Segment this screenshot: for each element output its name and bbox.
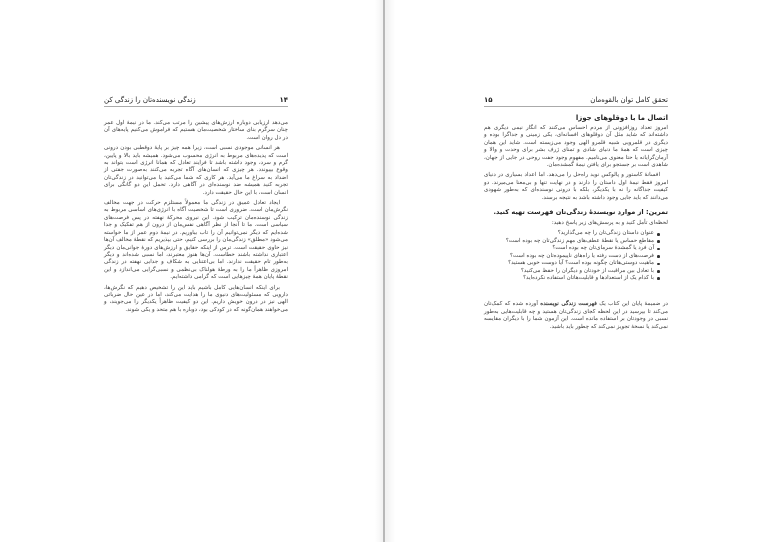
bullet-icon — [657, 233, 660, 236]
exercise-title: تمرین: از موارد نویسندهٔ زندگی‌تان فهرست تهیه کنید. — [493, 208, 668, 217]
right-page-header — [484, 94, 668, 107]
bullet-icon — [657, 248, 660, 251]
exercise-item — [484, 275, 660, 282]
right-running-title: تحقق کامل توان بالقوه‌مان — [590, 96, 668, 104]
left-paragraph-2: هر انسانی موجودی نسبی است، زیرا همه چیز بر پایهٔ دوقطبی بودن درونی است که پدیده‌های مربوط به انرژی محسوب می‌شود. همیشه باید بالا و پایین، گرم و سرد، وجود داشته باشد تا فرایند تعادل که همانا انرژی است بتواند به وقوع بپیوندد. هر چیزی که انسان‌های آگاه تجربه می‌کنند به‌صورت جفتی از اضداد به سراغ ما می‌آید. هر کاری که شما می‌کنید یا می‌توانید در زندگی‌تان تجربه کنید همیشه ضد نوسنده‌ای در آگاهی دارد. تحمل این دو گانگی برای انسان است، با این حال حقیقت دارد. — [104, 145, 288, 196]
exercise-item — [484, 268, 660, 275]
left-page — [0, 0, 382, 542]
left-page-number: ۱۴ — [279, 96, 288, 104]
exercise-item — [484, 230, 660, 237]
bullet-icon — [657, 263, 660, 266]
right-paragraph-1: امروز تعداد روزافزونی از مردم احساس می‌کنند که انگار نیمی دیگری هم داشته‌اند که شاید مثل آن دوقلوهای افسانه‌ای، یکی زمینی و جداگرا بوده و دیگری در قلمرویی شبیه قلمرو الهی وجود می‌زیسته است. شاید این همان چیزی است که همهٔ ما دنیای شادی و تمنای ژرف بشر برای وحدت و والا و آرمان‌گرایانه یا حتا معنوی می‌نامیم. مفهوم وجود جفت روحی در جایی از جهان، شاهدی است بر جستجو برای یافتن نیمهٔ گمشده‌مان. — [484, 125, 668, 169]
right-paragraph-2: افسانهٔ کاستور و پالوکس نوید راه‌حل را می‌دهد. اما اعداد بسیاری در دنیای امروز فقط نیمهٔ اول داستان را دارند و در نهایت تنها و بی‌معنا می‌میرند. دو کیفیت جداگانه را نه با یکدیگر، بلکه با درونی نوسنده‌ای که به‌طور شهودی می‌دانند که باید جایی وجود داشته باشد به نتیجه برسند. — [484, 172, 668, 201]
exercise-item-text: مقاطع حساس یا نقطهٔ عطف‌های مهم زندگی‌تان چه بوده است؟ — [505, 237, 654, 244]
exercise-item-text: عنوان داستان زندگی‌تان را چه می‌گذارید؟ — [557, 230, 654, 237]
left-page-body — [104, 120, 288, 317]
exercise-item-text: با کدام یک از استعدادها و قابلیت‌هاتان استفاده نکرده‌اید؟ — [523, 274, 654, 281]
exercise-item — [484, 245, 660, 252]
book-gutter — [383, 0, 385, 542]
closing-paragraph: در ضمیمهٔ پایان این کتاب یک فهرست زندگی نویسنده آورده شده که کمک‌تان می‌کند تا بپرسید در این لحظه کجای زندگی‌تان هستید و چه قابلیت‌هایی به‌طور نسبی در وجودتان بر استفاده مانده است. این آزمون شما را با دیگران مقایسه نمی‌کند یا نسخهٔ تجویز نمی‌کند که چطور باید باشید. — [484, 301, 669, 330]
exercise-item — [484, 253, 660, 260]
exercise-item-text: با تعادل بین مراقبت از خودتان و دیگران را حفظ می‌کنید؟ — [520, 267, 654, 274]
right-page-body — [484, 114, 668, 334]
exercise-intro: لحظه‌ای تأمل کنید و به پرسش‌های زیر پاسخ دهید: — [551, 220, 668, 227]
left-paragraph-3: ایجاد تعادل عمیق در زندگی ما معمولاً مستلزم حرکت در جهت مخالف نگرش‌مان است. ضروری است تا شخصیت آگاه با انرژی‌های اساسی مربوط به زندگی نوسنده‌مان ترکیب شود. این نیروی محرکهٔ نهفته در پس فرصت‌های سیاسی است. ما تا آنجا از نظر آگاهی نفس‌مان از درون از هم تفکیک و جدا شده‌ایم که دیگر نمی‌توانیم آن را تاب بیاوریم. در نیمهٔ دوم عمر از ما خواسته می‌شود «مطلق» زندگی‌مان را بررسی کنیم، حتی بپذیریم که نقطهٔ مخالف آن‌ها نیز حاوی حقیقت است. ترس از اینکه حقایق و ارزش‌های دورهٔ جوانی‌مان دیگر اعتباری نداشته باشند خطاست. آن‌ها هنوز معتبرند، اما نسبی شده‌اند و دیگر به‌طور تام حقیقت ندارند. اما بی‌اعتنایی به شکاف و جدایی نهفته در زندگی امروزی ظاهراً ما را به ورطهٔ هولناک بی‌نظمی و نسبی‌گرایی می‌اندازد و این نقطهٔ پایان همهٔ چیزهایی است که گرامی داشته‌ایم. — [104, 200, 288, 281]
bullet-icon — [657, 277, 660, 280]
right-page-number: ۱۵ — [484, 96, 493, 104]
exercise-item — [484, 260, 660, 267]
left-paragraph-1: می‌دهد ارزیابی دوباره ارزش‌های پیشین را مرتب می‌کند. ما در نیمهٔ اول عمر چنان سرگرم بنای ساختار شخصیت‌مان هستیم که فراموش می‌کنیم پایه‌های آن در دل روان است. — [104, 120, 288, 141]
exercise-item-text: فرصت‌های از دست رفته یا راه‌های ناپیموده‌تان چه بوده است؟ — [510, 252, 654, 259]
exercise-list — [484, 230, 668, 282]
left-paragraph-4: برای اینکه انسان‌هایی کامل باشیم باید این را تشخیص دهیم که نگرش‌ها، دارویی که مسئولیت‌های دنیوی ما را هدایت می‌کند، اما در عین حال ضرباتی الهی نیز در درون خویش داریم. این دو کیفیت ظاهراً یکدیگر را می‌جویند، و می‌خواهند همان‌گونه که در کودکی بود، دوباره با هم متحد و یکی شوند. — [104, 284, 288, 313]
closing-emphasis: فهرست زندگی نویسنده — [540, 301, 597, 308]
bullet-icon — [657, 270, 660, 273]
left-running-title: زندگی نویسنده‌تان را زندگی کن — [104, 96, 196, 104]
bullet-icon — [657, 240, 660, 243]
section-heading: اتصال ما با دوقلوهای جوزا — [575, 114, 668, 122]
section-gap — [484, 285, 668, 301]
exercise-item-text: آن فرد یا گمشدهٔ سرمای‌تان چه بوده است؟ — [552, 245, 654, 252]
bullet-icon — [657, 255, 660, 258]
right-page — [386, 0, 768, 542]
exercise-item-text: ماهیت دوستی‌هاتان چگونه بوده است؟ آیا دوست خوبی هستید؟ — [508, 260, 654, 267]
left-page-header — [104, 94, 288, 107]
